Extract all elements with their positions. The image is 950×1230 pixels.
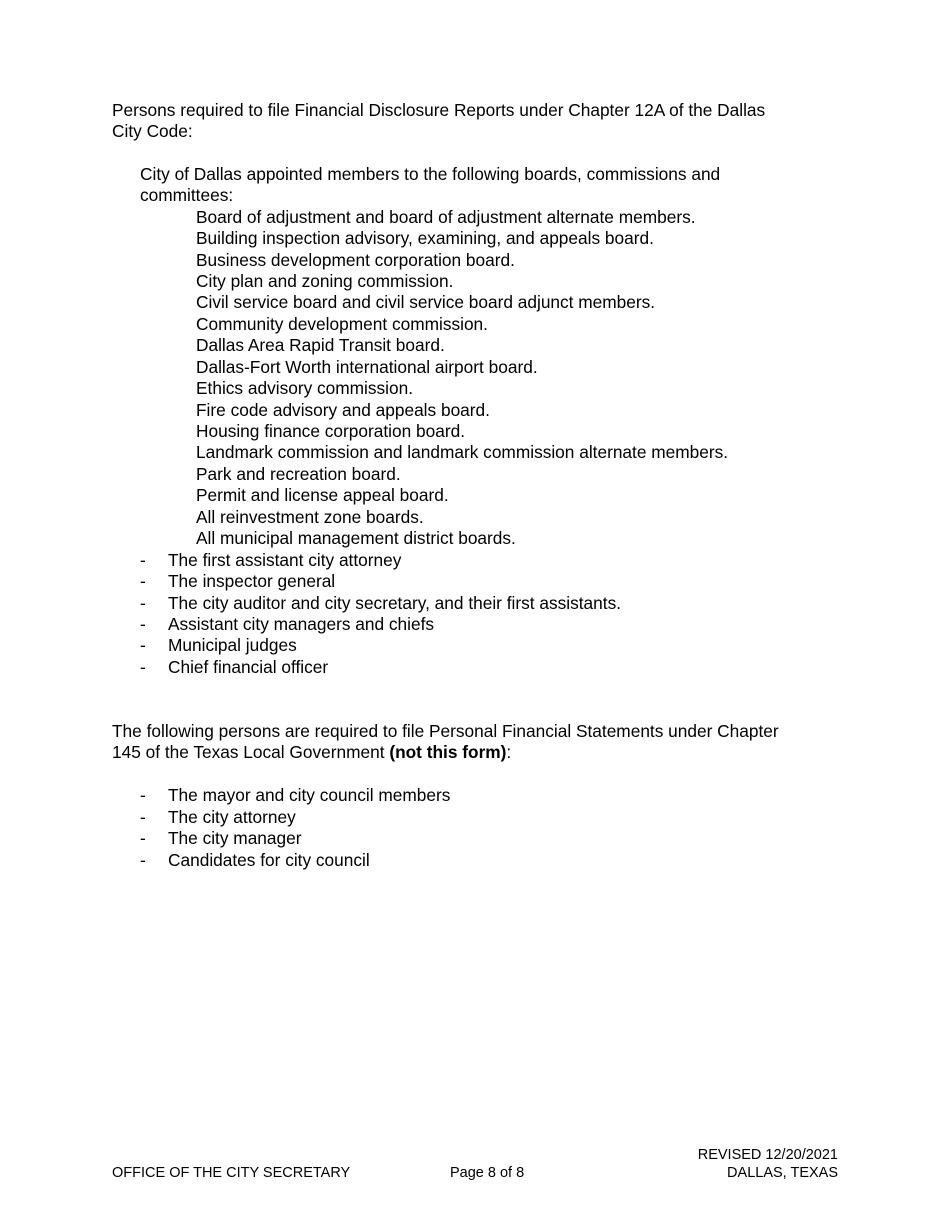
footer-office: OFFICE OF THE CITY SECRETARY bbox=[112, 1165, 351, 1181]
dash-bullet: - bbox=[140, 657, 146, 677]
section2-intro-line1: The following persons are required to file Personal Financial Statements under Chapter bbox=[112, 721, 779, 741]
official-item: Municipal judges bbox=[168, 635, 297, 655]
person-item: Candidates for city council bbox=[168, 850, 370, 870]
board-item: Community development commission. bbox=[196, 314, 488, 334]
section2-intro-suffix: : bbox=[506, 742, 512, 762]
dash-bullet: - bbox=[140, 593, 146, 613]
appointed-intro-line1: City of Dallas appointed members to the following boards, commissions and bbox=[140, 164, 721, 184]
person-item: The city manager bbox=[168, 828, 302, 848]
board-item: Park and recreation board. bbox=[196, 464, 401, 484]
person-item: The mayor and city council members bbox=[168, 785, 451, 805]
dash-bullet: - bbox=[140, 807, 146, 827]
dash-bullet: - bbox=[140, 785, 146, 805]
board-item: Permit and license appeal board. bbox=[196, 485, 449, 505]
footer-page-number: Page 8 of 8 bbox=[450, 1165, 525, 1181]
official-item: The city auditor and city secretary, and their first assistants. bbox=[168, 593, 622, 613]
official-item: The inspector general bbox=[168, 571, 336, 591]
dash-bullet: - bbox=[140, 850, 146, 870]
dash-bullet: - bbox=[140, 571, 146, 591]
board-item: Ethics advisory commission. bbox=[196, 378, 414, 398]
board-item: Housing finance corporation board. bbox=[196, 421, 465, 441]
board-item: Dallas-Fort Worth international airport board. bbox=[196, 357, 538, 377]
person-item: The city attorney bbox=[168, 807, 296, 827]
board-item: Dallas Area Rapid Transit board. bbox=[196, 335, 445, 355]
section1-intro-line1: Persons required to file Financial Disclosure Reports under Chapter 12A of the Dallas bbox=[112, 100, 766, 120]
board-item: All municipal management district boards. bbox=[196, 528, 516, 548]
dash-bullet: - bbox=[140, 614, 146, 634]
official-item: Assistant city managers and chiefs bbox=[168, 614, 435, 634]
dash-bullet: - bbox=[140, 635, 146, 655]
section1-intro-line2: City Code: bbox=[112, 121, 193, 141]
not-this-form-note: (not this form) bbox=[389, 742, 507, 762]
footer-location: DALLAS, TEXAS bbox=[727, 1165, 838, 1181]
section2-intro-line2 bbox=[112, 742, 511, 764]
board-item: Building inspection advisory, examining, and appeals board. bbox=[196, 228, 654, 248]
board-item: Fire code advisory and appeals board. bbox=[196, 400, 490, 420]
board-item: Board of adjustment and board of adjustment alternate members. bbox=[196, 207, 696, 227]
appointed-intro-line2: committees: bbox=[140, 185, 234, 205]
footer-revised-date: REVISED 12/20/2021 bbox=[697, 1147, 838, 1163]
board-item: Business development corporation board. bbox=[196, 250, 515, 270]
board-item: Civil service board and civil service board adjunct members. bbox=[196, 292, 656, 312]
board-item: All reinvestment zone boards. bbox=[196, 507, 424, 527]
dash-bullet: - bbox=[140, 828, 146, 848]
dash-bullet: - bbox=[140, 550, 146, 570]
board-item: City plan and zoning commission. bbox=[196, 271, 454, 291]
section2-intro-prefix: 145 of the Texas Local Government bbox=[112, 742, 390, 762]
official-item: Chief financial officer bbox=[168, 657, 329, 677]
official-item: The first assistant city attorney bbox=[168, 550, 402, 570]
board-item: Landmark commission and landmark commission alternate members. bbox=[196, 442, 729, 462]
